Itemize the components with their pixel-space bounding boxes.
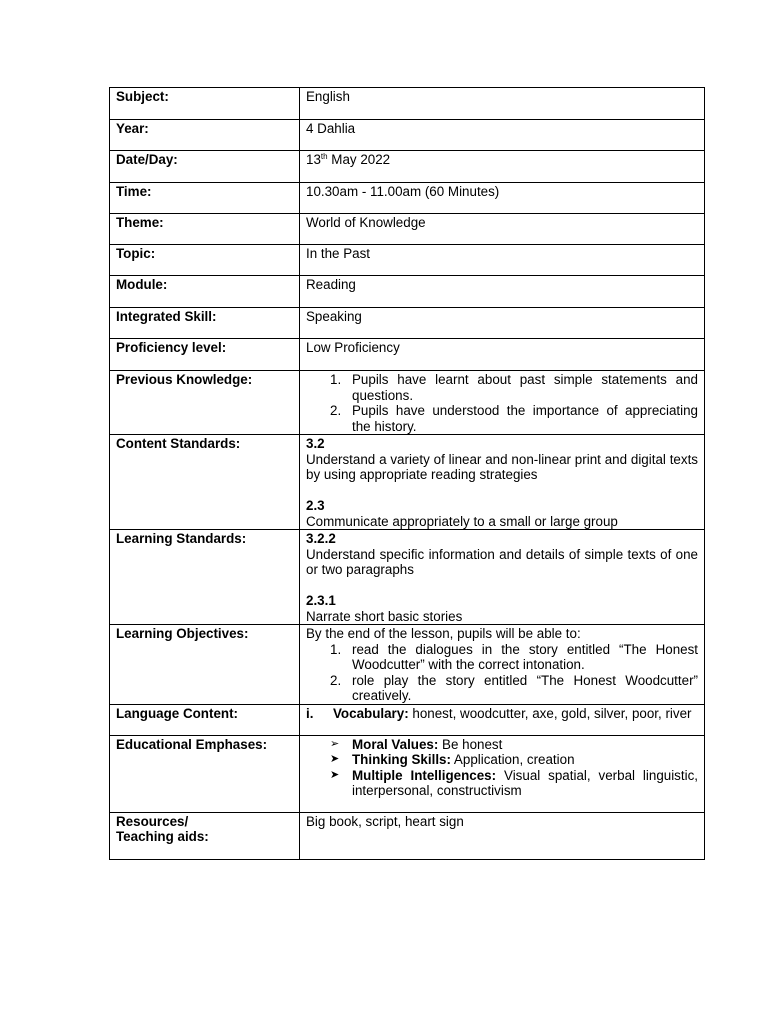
educational-emphases-label: Educational Emphases: <box>110 735 300 812</box>
integrated-skill-label: Integrated Skill: <box>110 308 300 339</box>
table-row <box>110 339 705 371</box>
list-item <box>306 372 698 403</box>
lesson-plan-table <box>109 87 705 860</box>
standard-code: 3.2.2 <box>306 531 336 546</box>
emphasis-text: Application, creation <box>450 752 575 767</box>
date-month-year: May 2022 <box>327 152 391 167</box>
standard-code: 2.3 <box>306 498 325 513</box>
standard-code: 2.3.1 <box>306 593 336 608</box>
arrow-bullet-icon: ➤ <box>330 768 340 781</box>
previous-knowledge-value <box>300 371 705 435</box>
list-text: Pupils have understood the importance of appreciating the history. <box>352 403 698 434</box>
table-row <box>110 183 705 214</box>
date-label: Date/Day: <box>110 151 300 183</box>
table-row <box>110 812 705 859</box>
resources-value: Big book, script, heart sign <box>300 812 705 859</box>
objectives-intro: By the end of the lesson, pupils will be able to: <box>306 626 581 641</box>
list-text: read the dialogues in the story entitled “The Honest Woodcutter” with the correct intonation. <box>352 641 698 672</box>
table-row <box>110 151 705 183</box>
learning-standards-value <box>300 530 705 625</box>
list-item <box>306 673 698 704</box>
emphasis-text: Visual spatial, verbal linguistic, interpersonal, constructivism <box>352 767 698 798</box>
content-standards-value <box>300 435 705 530</box>
resources-label-line: Teaching aids: <box>116 829 209 844</box>
objectives-list <box>306 642 698 704</box>
list-item <box>306 737 698 753</box>
time-value: 10.30am - 11.00am (60 Minutes) <box>300 183 705 214</box>
table-row <box>110 735 705 812</box>
roman-number: i. <box>306 705 314 721</box>
standard-text: Communicate appropriately to a small or large group <box>306 513 618 529</box>
integrated-skill-value: Speaking <box>300 308 705 339</box>
table-row <box>110 530 705 625</box>
subject-value: English <box>300 88 705 120</box>
list-number: 1. <box>330 372 342 387</box>
table-row <box>110 276 705 308</box>
standard-code: 3.2 <box>306 436 325 451</box>
list-item <box>306 642 698 673</box>
table-row <box>110 214 705 245</box>
emphasis-key: Moral Values: <box>352 736 439 752</box>
date-suffix: th <box>320 152 328 161</box>
module-label: Module: <box>110 276 300 308</box>
proficiency-value: Low Proficiency <box>300 339 705 371</box>
table-row <box>110 88 705 120</box>
vocabulary-item <box>306 706 698 722</box>
theme-value: World of Knowledge <box>300 214 705 245</box>
emphasis-key: Thinking Skills: <box>352 752 451 767</box>
table-row <box>110 625 705 705</box>
learning-objectives-value <box>300 625 705 705</box>
language-content-label: Language Content: <box>110 704 300 735</box>
topic-value: In the Past <box>300 245 705 276</box>
learning-standards-label: Learning Standards: <box>110 530 300 625</box>
arrow-bullet-icon: ➤ <box>330 753 340 765</box>
list-item <box>306 752 698 768</box>
vocabulary-key: Vocabulary: <box>333 705 409 721</box>
table-row <box>110 245 705 276</box>
year-label: Year: <box>110 120 300 151</box>
language-content-value <box>300 704 705 735</box>
table-row <box>110 120 705 151</box>
emphases-list <box>306 737 698 799</box>
topic-label: Topic: <box>110 245 300 276</box>
previous-knowledge-label: Previous Knowledge: <box>110 371 300 435</box>
theme-label: Theme: <box>110 214 300 245</box>
proficiency-label: Proficiency level: <box>110 339 300 371</box>
emphasis-text: Be honest <box>438 736 503 752</box>
content-standards-label: Content Standards: <box>110 435 300 530</box>
table-row <box>110 371 705 435</box>
table-row <box>110 435 705 530</box>
vocabulary-text: honest, woodcutter, axe, gold, silver, poor, river <box>408 705 692 721</box>
emphasis-key: Multiple Intelligences: <box>352 767 497 783</box>
arrow-bullet-icon: ➢ <box>330 737 340 750</box>
resources-label-line: Resources/ <box>116 813 189 829</box>
list-item <box>306 768 698 799</box>
list-text: Pupils have learnt about past simple statements and questions. <box>352 372 698 403</box>
previous-knowledge-list <box>306 372 698 434</box>
learning-objectives-label: Learning Objectives: <box>110 625 300 705</box>
module-value: Reading <box>300 276 705 308</box>
standard-text: Understand specific information and details of simple texts of one or two paragraphs <box>306 546 698 577</box>
list-item <box>306 403 698 434</box>
list-number: 1. <box>330 641 342 657</box>
standard-text: Narrate short basic stories <box>306 608 463 624</box>
year-value: 4 Dahlia <box>300 120 705 151</box>
list-text: role play the story entitled “The Honest Woodcutter” creatively. <box>352 672 698 703</box>
list-number: 2. <box>330 403 342 418</box>
subject-label: Subject: <box>110 88 300 120</box>
list-number: 2. <box>330 672 342 688</box>
table-row <box>110 704 705 735</box>
resources-label <box>110 812 300 859</box>
date-day: 13 <box>306 152 321 167</box>
standard-text: Understand a variety of linear and non-linear print and digital texts by using appropriate reading strategies <box>306 451 698 482</box>
educational-emphases-value <box>300 735 705 812</box>
date-value <box>300 151 705 183</box>
table-row <box>110 308 705 339</box>
time-label: Time: <box>110 183 300 214</box>
